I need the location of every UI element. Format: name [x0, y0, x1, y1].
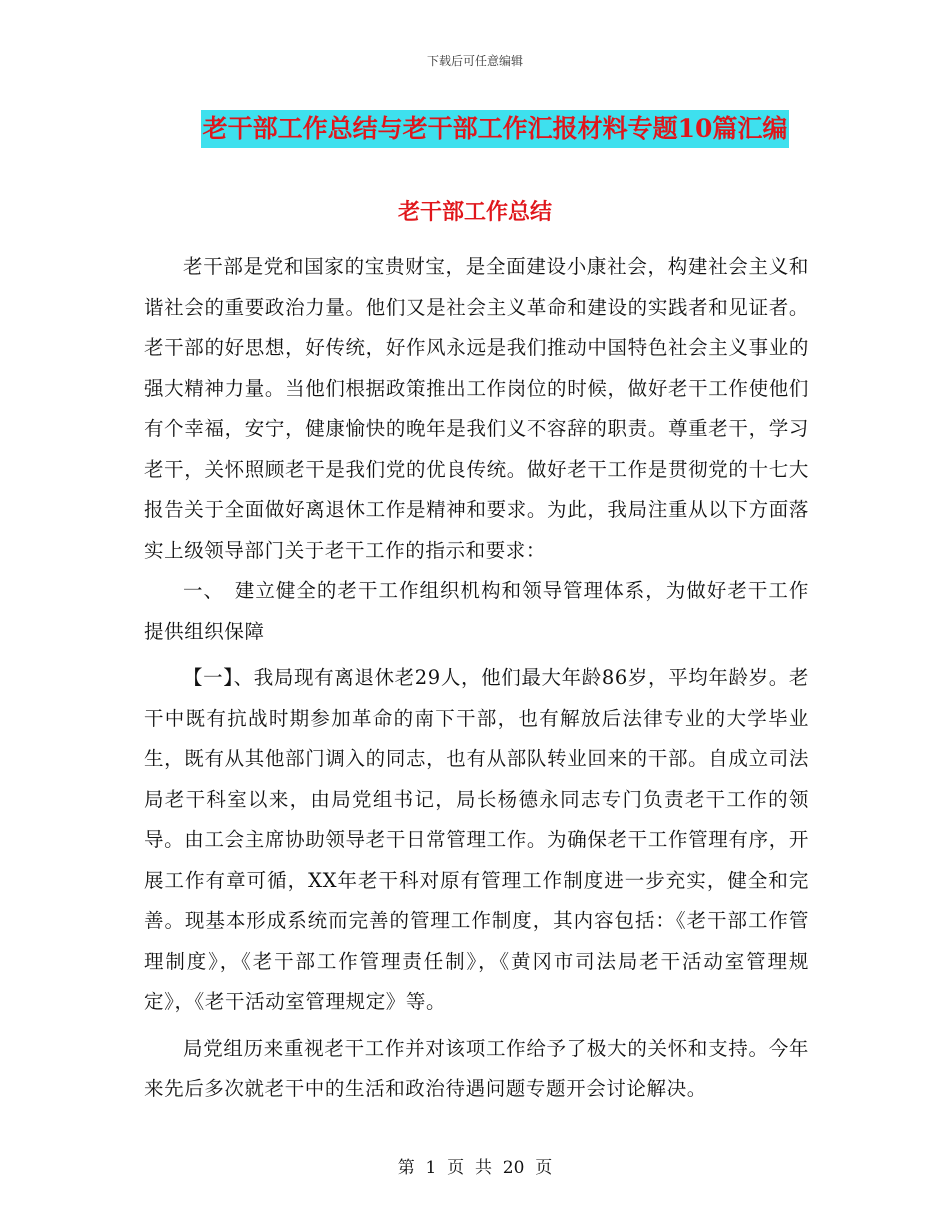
paragraph-heading-1: 一、 建立健全的老干工作组织机构和领导管理体系，为做好老干工作提供组织保障: [144, 579, 809, 643]
document-title: 老干部工作总结与老干部工作汇报材料专题10篇汇编: [201, 110, 790, 148]
document-title-block: [0, 110, 950, 148]
paragraph-item-1: 【一】、我局现有离退休老29人，他们最大年龄86岁，平均年龄岁。老干中既有抗战时期参加革命的南下干部，也有解放后法律专业的大学毕业生，既有从其他部门调入的同志，也有从部队转业回来的干部。自成立司法局老干科室以来，由局党组书记，局长杨德永同志专门负责老干工作的领导。由工会主席协助领导老干日常管理工作。为确保老干工作管理有序，开展工作有章可循，XX年老干科对原有管理工作制度进一步充实，健全和完善。现基本形成系统而完善的管理工作制度，其内容包括：《老干部工作管理制度》，《老干部工作管理责任制》，《黄冈市司法局老干活动室管理规定》，《老干活动室管理规定》等。: [144, 666, 809, 1013]
header-note: 下载后可任意编辑: [426, 54, 523, 68]
page-number: 第 1 页 共 20 页: [397, 1158, 553, 1178]
paragraph-intro: 老干部是党和国家的宝贵财宝，是全面建设小康社会，构建社会主义和谐社会的重要政治力量。他们又是社会主义革命和建设的实践者和见证者。老干部的好思想，好传统，好作风永远是我们推动中国特色社会主义事业的强大精神力量。当他们根据政策推出工作岗位的时候，做好老干工作使他们有个幸福，安宁，健康愉快的晚年是我们义不容辞的职责。尊重老干，学习老干，关怀照顾老干是我们党的优良传统。做好老干工作是贯彻党的十七大报告关于全面做好离退休工作是精神和要求。为此，我局注重从以下方面落实上级领导部门关于老干工作的指示和要求：: [144, 255, 809, 562]
document-body: [144, 247, 809, 1110]
section-title: 老干部工作总结: [397, 199, 552, 225]
paragraph-party-group: 局党组历来重视老干工作并对该项工作给予了极大的关怀和支持。今年来先后多次就老干中的生活和政治待遇问题专题开会讨论解决。: [144, 1036, 809, 1100]
